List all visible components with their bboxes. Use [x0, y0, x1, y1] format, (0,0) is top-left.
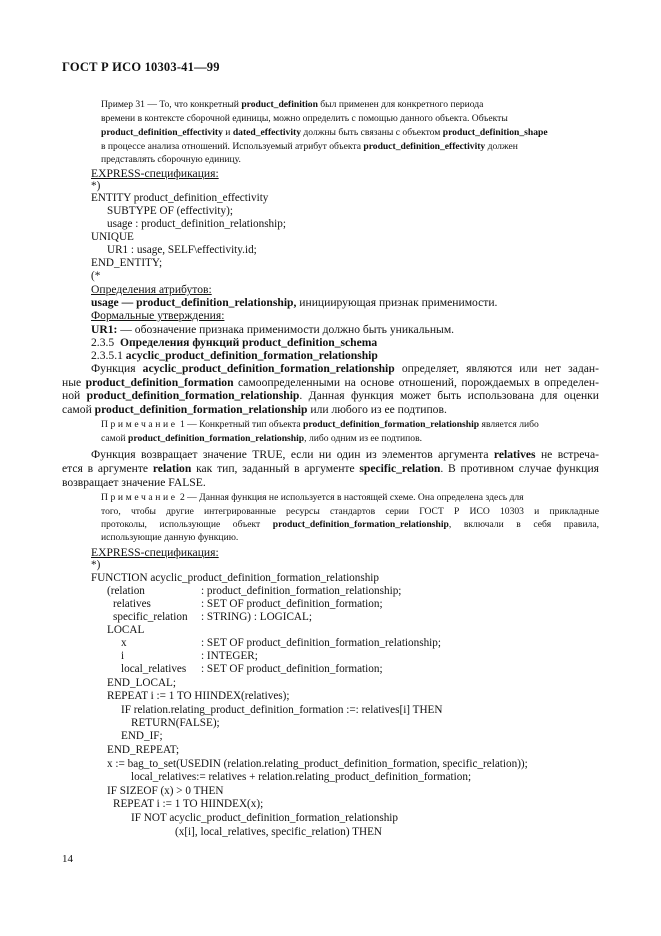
code-line: IF NOT acyclic_product_definition_formation_relationship: [131, 812, 398, 824]
attributes-label: Определения атрибутов:: [91, 283, 212, 296]
note-1-line-2: самой product_definition_formation_relationship, либо одним из ее подтипов.: [101, 433, 423, 444]
code-line: : SET OF product_definition_formation;: [201, 598, 383, 610]
code-line: REPEAT i := 1 TO HIINDEX(relatives);: [107, 690, 290, 702]
example-31-line-5: представлять сборочную единицу.: [101, 154, 241, 165]
code-line: FUNCTION acyclic_product_definition_formation_relationship: [91, 572, 380, 584]
code-line: SUBTYPE OF (effectivity);: [107, 205, 233, 217]
example-31-line-1: Пример 31 — То, что конкретный product_definition был применен для конкретного периода: [101, 99, 484, 110]
code-line: END_ENTITY;: [91, 257, 163, 269]
code-line: (*: [91, 270, 101, 282]
code-line: END_LOCAL;: [107, 677, 176, 689]
code-line: IF SIZEOF (x) > 0 THEN: [107, 785, 224, 797]
attribute-usage: usage — product_definition_relationship, инициирующая признак применимости.: [91, 296, 498, 309]
example-31-line-4: в процессе анализа отношений. Используемый атрибут объекта product_definition_effectivity должен: [101, 141, 518, 152]
note-2-line-1: Примечание 2 — Данная функция не используется в настоящей схеме. Она определена здесь для: [101, 492, 524, 503]
code-line: *): [91, 180, 101, 192]
code-line: local_relatives:= relatives + relation.relating_product_definition_formation;: [131, 771, 472, 783]
code-line: END_REPEAT;: [107, 744, 180, 756]
para1-line-2: ные product_definition_formation самоопределенными на основе отношений, порождаемых в определен-: [62, 376, 599, 389]
code-line: x: [121, 637, 127, 649]
code-line: REPEAT i := 1 TO HIINDEX(x);: [113, 798, 264, 810]
para2-line-3: возвращает значение FALSE.: [62, 476, 206, 489]
para2-line-2: ется в аргументе relation как тип, заданный в аргументе specific_relation. В противном случае функция: [62, 462, 600, 475]
code-line: : product_definition_formation_relationship;: [201, 585, 402, 597]
code-line: RETURN(FALSE);: [131, 717, 220, 729]
note-2-line-4: использующие данную функцию.: [101, 532, 239, 543]
code-line: usage : product_definition_relationship;: [107, 218, 286, 230]
code-line: specific_relation: [113, 611, 188, 623]
code-line: : SET OF product_definition_formation;: [201, 663, 383, 675]
code-line: : INTEGER;: [201, 650, 258, 662]
para1-line-1: Функция acyclic_product_definition_formation_relationship определяет, являются или нет задан-: [91, 362, 599, 375]
note-2-line-2: того, чтобы другие интегрированные ресурсы стандартов серии ГОСТ Р ИСО 10303 и прикладные: [101, 506, 599, 517]
code-line: i: [121, 650, 125, 662]
code-line: (x[i], local_relatives, specific_relation) THEN: [175, 826, 382, 838]
para1-line-4: самой product_definition_formation_relationship или любого из ее подтипов.: [62, 403, 447, 416]
code-line: UR1 : usage, SELF\effectivity.id;: [107, 244, 257, 256]
code-line: : SET OF product_definition_formation_relationship;: [201, 637, 441, 649]
code-line: IF relation.relating_product_definition_formation :=: relatives[i] THEN: [121, 704, 443, 716]
code-line: *): [91, 559, 101, 571]
formal-ur1: UR1: — обозначение признака применимости должно быть уникальным.: [91, 323, 455, 336]
code-line: x := bag_to_set(USEDIN (relation.relating_product_definition_formation, specific_relation));: [107, 758, 528, 770]
code-line: ENTITY product_definition_effectivity: [91, 192, 269, 204]
note-2-line-3: протоколы, использующие объект product_definition_formation_relationship, включали в себя правила,: [101, 519, 599, 530]
code-line: : STRING) : LOGICAL;: [201, 611, 312, 623]
code-line: END_IF;: [121, 730, 163, 742]
code-line: UNIQUE: [91, 231, 134, 243]
section-2-3-5-1-heading: 2.3.5.1 acyclic_product_definition_formation_relationship: [91, 349, 378, 362]
express-spec-label-2: EXPRESS-спецификация:: [91, 546, 219, 559]
section-2-3-5-heading: 2.3.5 Определения функций product_definition_schema: [91, 336, 378, 349]
code-line: relatives: [113, 598, 151, 610]
code-line: LOCAL: [107, 624, 145, 636]
page-number: 14: [62, 853, 73, 865]
example-31-line-2: времени в контексте сборочной единицы, можно определить с помощью данного объекта. Объекты: [101, 113, 508, 124]
formal-label: Формальные утверждения:: [91, 309, 225, 322]
code-line: (relation: [107, 585, 145, 597]
express-spec-label-1: EXPRESS-спецификация:: [91, 167, 219, 180]
example-31-line-3: product_definition_effectivity и dated_effectivity должны быть связаны с объектом product_definition_shape: [101, 127, 548, 138]
code-line: local_relatives: [121, 663, 187, 675]
para1-line-3: ной product_definition_formation_relationship. Данная функция может быть использована для оценки: [62, 389, 600, 402]
note-1-line-1: Примечание 1 — Конкретный тип объекта product_definition_formation_relationship является либо: [101, 419, 539, 430]
page-header: ГОСТ Р ИСО 10303-41—99: [62, 60, 220, 74]
para2-line-1: Функция возвращает значение TRUE, если ни один из элементов аргумента relatives не встреча-: [91, 448, 599, 461]
